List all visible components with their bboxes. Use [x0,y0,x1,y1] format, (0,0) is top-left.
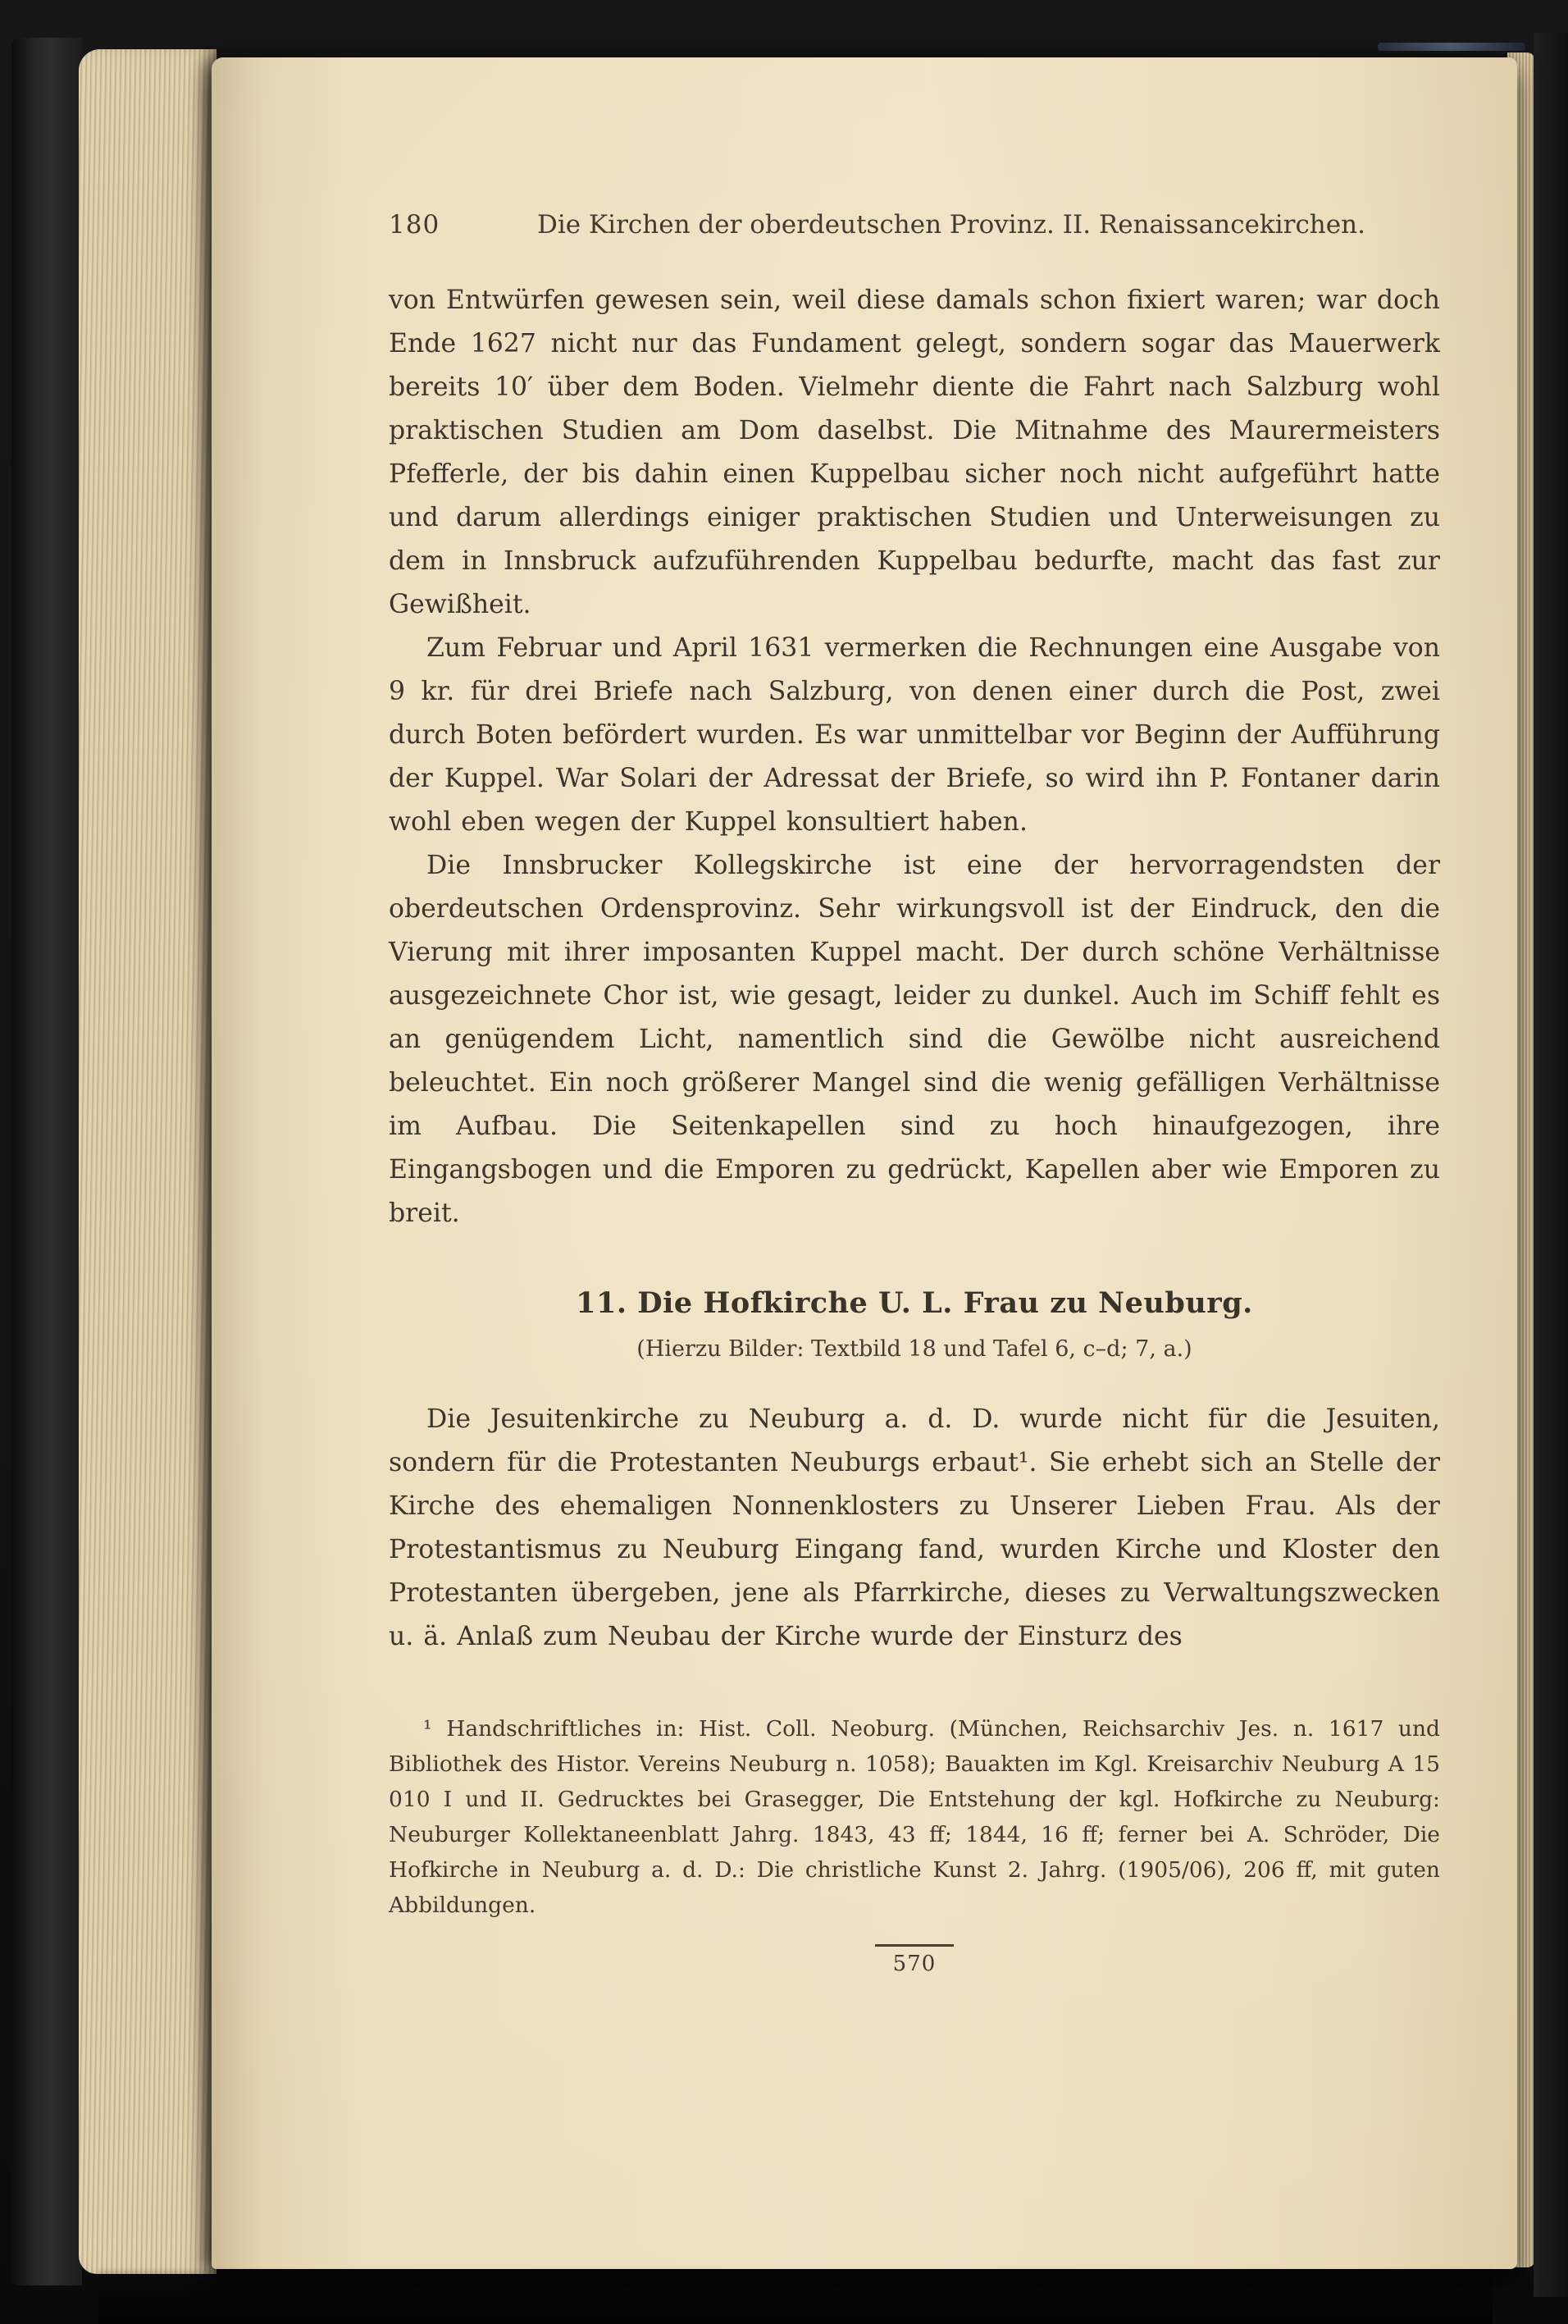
footer-rule [875,1944,954,1947]
book-headband [1378,43,1525,51]
section-subtitle: (Hierzu Bilder: Textbild 18 und Tafel 6, c–d; 7, a.) [636,1336,1192,1362]
page-footer [389,1944,1440,1976]
paragraph: Zum Februar und April 1631 vermerken die Rechnungen eine Ausgabe von 9 kr. für drei Briefe nach Salzburg, von denen einer durch die Post, zwei durch Boten befördert wurden. Es war unmittelbar vor Beginn der Aufführung der Kuppel. War Solari der Adressat der Briefe, so wird ihn P. Fontaner darin wohl eben wegen der Kuppel konsultiert haben. [389,633,1440,837]
page-stack-edges [79,49,217,2274]
running-head [389,210,1440,240]
paragraph: Die Innsbrucker Kollegskirche ist eine der hervorragendsten der oberdeutschen Ordensprovinz. Sehr wirkungsvoll ist der Eindruck, den die Vierung mit ihrer imposanten Kuppel macht. Der durch schöne Verhältnisse ausgezeichnete Chor ist, wie gesagt, leider zu dunkel. Auch im Schiff fehlt es an genügendem Licht, namentlich sind die Gewölbe nicht ausreichend beleuchtet. Ein noch größerer Mangel sind die wenig gefälligen Verhältnisse im Aufbau. Die Seitenkapellen sind zu hoch hinaufgezogen, ihre Eingangsbogen und die Emporen zu gedrückt, Kapellen aber wie Emporen zu breit. [389,851,1440,1228]
page-number: 180 [389,210,440,240]
paragraph-continuation: von Entwürfen gewesen sein, weil diese damals schon fixiert waren; war doch Ende 1627 nicht nur das Fundament gelegt, sondern sogar das Mauerwerk bereits 10′ über dem Boden. Vielmehr diente die Fahrt nach Salzburg wohl praktischen Studien am Dom daselbst. Die Mitnahme des Maurermeisters Pfefferle, der bis dahin einen Kuppelbau sicher noch nicht aufgeführt hatte und darum allerdings einiger praktischen Studien und Unterweisungen zu dem in Innsbruck aufzuführenden Kuppelbau bedurfte, macht das fast zur Gewißheit. [389,285,1440,619]
section-heading: 11. Die Hofkirche U. L. Frau zu Neuburg. [576,1286,1253,1320]
folio-number: 570 [892,1952,937,1976]
paragraph: Die Jesuitenkirche zu Neuburg a. d. D. wurde nicht für die Jesuiten, sondern für die Protestanten Neuburgs erbaut¹. Sie erhebt sich an Stelle der Kirche des ehemaligen Nonnenklosters zu Unserer Lieben Frau. Als der Protestantismus zu Neuburg Eingang fand, wurden Kirche und Kloster den Protestanten übergeben, jene als Pfarrkirche, dieses zu Verwaltungszwecken u. ä. Anlaß zum Neubau der Kirche wurde der Einsturz des [389,1404,1440,1651]
book-cover-left [11,38,82,2285]
running-title: Die Kirchen der oberdeutschen Provinz. II. Renaissancekirchen. [537,210,1365,240]
book-shadow [98,2267,1493,2324]
book-cover-right [1534,33,1568,2297]
book-page [212,57,1517,2269]
footnote: ¹ Handschriftliches in: Hist. Coll. Neoburg. (München, Reichsarchiv Jes. n. 1617 und Bibliothek des Histor. Vereins Neuburg n. 1058); Bauakten im Kgl. Kreisarchiv Neuburg A 15 010 I und II. Gedrucktes bei Grasegger, Die Entstehung der kgl. Hofkirche zu Neuburg: Neuburger Kollektaneenblatt Jahrg. 1843, 43 ff; 1844, 16 ff; ferner bei A. Schröder, Die Hofkirche in Neuburg a. d. D.: Die christliche Kunst 2. Jahrg. (1905/06), 206 ff, mit guten Abbildungen. [389,1716,1440,1918]
page-content [389,210,1440,1976]
